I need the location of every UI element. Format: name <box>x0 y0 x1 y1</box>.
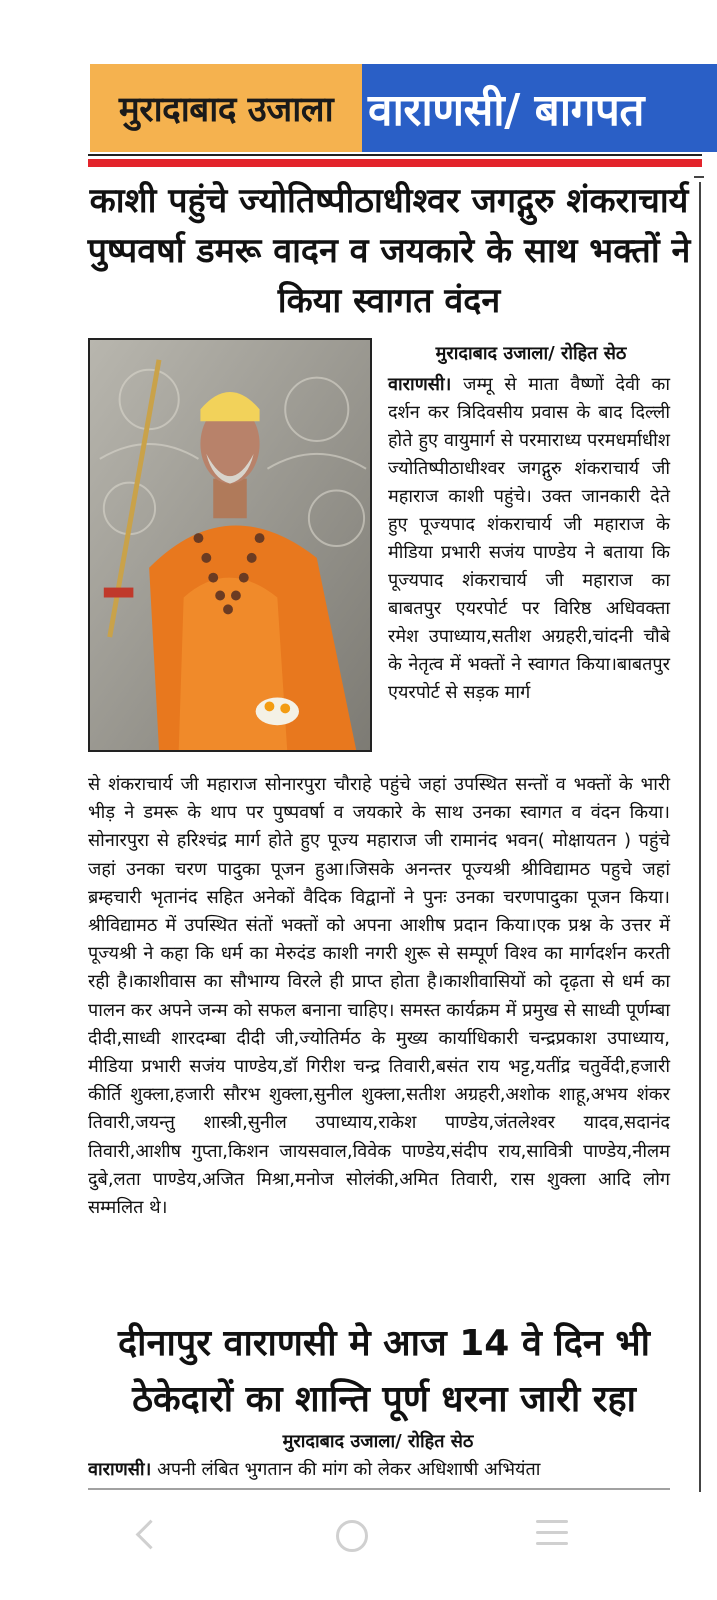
column-rule-tick <box>694 176 704 178</box>
masthead-red-rule <box>88 159 702 167</box>
home-icon[interactable] <box>336 1520 368 1552</box>
article-headline: काशी पहुंचे ज्योतिष्पीठाधीश्वर जगद्गुरु शंकराचार्य पुष्पवर्षा डमरू वादन व जयकारे के साथ भक्तों ने किया स्वागत वंदन <box>87 181 691 321</box>
second-article-byline: मुरादाबाद उजाला/ रोहित सेठ <box>282 1431 474 1452</box>
article-byline: मुरादाबाद उजाला/ रोहित सेठ <box>435 343 627 364</box>
article-photo <box>88 338 372 752</box>
masthead-divider <box>88 154 702 156</box>
article-body-text: से शंकराचार्य जी महाराज सोनारपुरा चौराहे पहुंचे जहां उपस्थित सन्तों व भक्तों के भारी भीड़ ने डमरू के थाप पर पुष्पवर्षा व जयकारे के साथ उनका स्वागत व वंदन किया।सोनारपुरा से हरिश्चंद्र मार्ग होते हुए पूज्य महाराज जी रामानंद भवन( मोक्षायतन ) पहुंचे जहां उनका चरण पादुका पूजन हुआ।जिसके अनन्तर पूज्यश्री श्रीविद्यामठ पहुचे जहां ब्रम्हचारी भृतानंद सहित अनेकों वैदिक विद्वानों ने पुनः उनका चरणपादुका पूजन किया। श्रीविद्यामठ में उपस्थित संतों भक्तों को अपना आशीष प्रदान किया।एक प्रश्न के उत्तर में पूज्यश्री ने कहा कि धर्म का मेरुदंड काशी नगरी शुरू से सम्पूर्ण विश्व का मार्गदर्शन करती रही है।काशीवास का सौभाग्य विरले ही प्राप्त होता है।काशीवासियों को दृढ़ता से धर्म का पालन कर अपने जन्म को सफल बनाना चाहिए। समस्त कार्यक्रम में प्रमुख से साध्वी पूर्णम्बा दीदी,साध्वी शारदम्बा दीदी जी,ज्योतिर्मठ के मुख्य कार्याधिकारी चन्द्रप्रकाश उपाध्याय, मीडिया प्रभारी सजंय पाण्डेय,डॉ गिरीश चन्द्र तिवारी,बसंत राय भट्ट,यतींद्र चतुर्वेदी,हजारी कीर्ति शुक्ला,हजारी सौरभ शुक्ला,सुनील शुक्ला,सतीश अग्रहरी,अशोक शाहू,अभय शंकर तिवारी,जयन्तु शास्त्री,सुनील उपाध्याय,राकेश पाण्डेय,जंतलेश्वर यादव,सदानंद तिवारी,आशीष गुप्ता,किशन जायसवाल,विवेक पाण्डेय,संदीप राय,सावित्री पाण्डेय,नीलम दुबे,लता पाण्डेय,अजित मिश्रा,मनोज सोलंकी,अमित तिवारी, रास शुक्ला आदि लोग सम्मलित थे। <box>88 774 670 1219</box>
masthead-left-title: मुरादाबाद उजाला <box>90 64 362 152</box>
second-article-body: अपनी लंबित भुगतान की मांग को लेकर अधिशाषी अभियंता <box>157 1459 541 1480</box>
cut-off-text-line <box>88 1484 670 1492</box>
system-nav-bar <box>0 1492 717 1600</box>
menu-icon[interactable] <box>536 1520 568 1546</box>
photo-illustration <box>90 340 370 750</box>
masthead-right-title: वाराणसी/ बागपत <box>362 64 717 152</box>
column-rule <box>699 182 701 1492</box>
article-column-body: जम्मू से माता वैष्णों देवी का दर्शन कर त्रिदिवसीय प्रवास के बाद दिल्ली होते हुए वायुमार्ग से परमाराध्य परमधर्माधीश ज्योतिष्पीठाधीश्वर जगद्गुरु शंकराचार्य जी महाराज काशी पहुंचे। उक्त जानकारी देते हुए पूज्यपाद शंकराचार्य जी महाराज के मीडिया प्रभारी सजंय पाण्डेय ने बताया कि पूज्यपाद शंकराचार्य जी महाराज का बाबतपुर एयरपोर्ट पर विरिष्ठ अधिवक्ता रमेश उपाध्याय,सतीश अग्रहरी,चांदनी चौबे के नेतृत्व में भक्तों ने स्वागत किया।बाबतपुर एयरपोर्ट से सड़क मार्ग <box>388 374 670 703</box>
masthead <box>90 64 717 152</box>
back-icon[interactable] <box>136 1520 166 1550</box>
second-article-headline: दीनापुर वाराणसी मे आज 14 वे दिन भी ठेकेदारों का शान्ति पूर्ण धरना जारी रहा <box>118 1323 650 1420</box>
article-dateline: वाराणसी। <box>388 374 452 395</box>
article-column-text <box>388 371 670 707</box>
second-article-dateline: वाराणसी। <box>88 1459 152 1480</box>
